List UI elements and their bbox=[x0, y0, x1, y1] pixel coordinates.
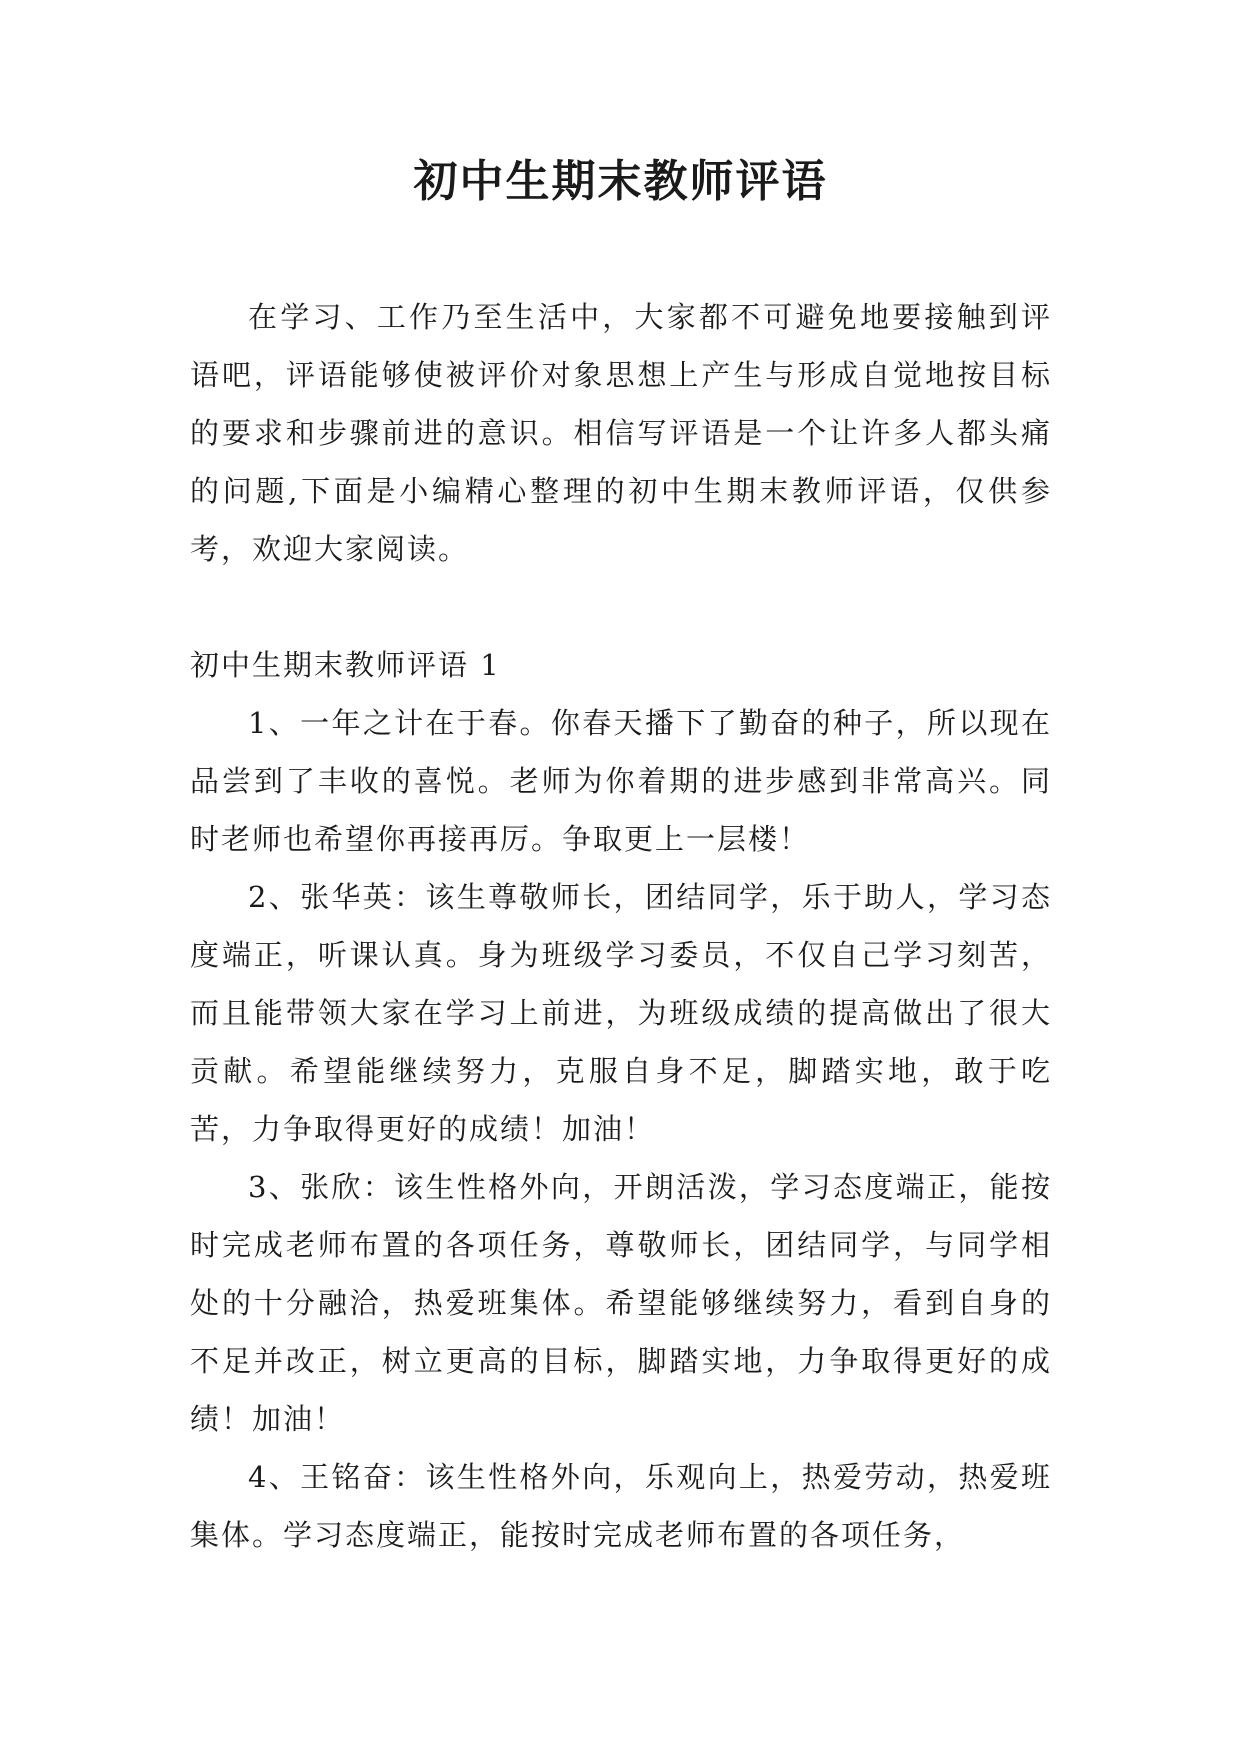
comment-item-2: 2、张华英：该生尊敬师长，团结同学，乐于助人，学习态度端正，听课认真。身为班级学习委员，不仅自己学习刻苦，而且能带领大家在学习上前进，为班级成绩的提高做出了很大贡献。希望能继续努力，克服自身不足，脚踏实地，敢于吃苦，力争取得更好的成绩！加油！ bbox=[190, 880, 1052, 1146]
section-heading: 初中生期末教师评语 1 bbox=[190, 648, 501, 682]
document-body bbox=[190, 288, 1052, 1564]
comment-item-3: 3、张欣：该生性格外向，开朗活泼，学习态度端正，能按时完成老师布置的各项任务，尊敬师长，团结同学，与同学相处的十分融洽，热爱班集体。希望能够继续努力，看到自身的不足并改正，树立更高的目标，脚踏实地，力争取得更好的成绩！加油！ bbox=[190, 1170, 1052, 1436]
intro-paragraph: 在学习、工作乃至生活中，大家都不可避免地要接触到评语吧，评语能够使被评价对象思想上产生与形成自觉地按目标的要求和步骤前进的意识。相信写评语是一个让许多人都头痛的问题,下面是小编精心整理的初中生期末教师评语，仅供参考，欢迎大家阅读。 bbox=[190, 300, 1052, 566]
comment-item-4: 4、王铭奋：该生性格外向，乐观向上，热爱劳动，热爱班集体。学习态度端正，能按时完成老师布置的各项任务， bbox=[190, 1460, 1052, 1552]
comment-item-1: 1、一年之计在于春。你春天播下了勤奋的种子，所以现在品尝到了丰收的喜悦。老师为你着期的进步感到非常高兴。同时老师也希望你再接再厉。争取更上一层楼！ bbox=[190, 706, 1052, 856]
spacer bbox=[190, 578, 1052, 636]
document-title: 初中生期末教师评语 bbox=[413, 156, 828, 207]
